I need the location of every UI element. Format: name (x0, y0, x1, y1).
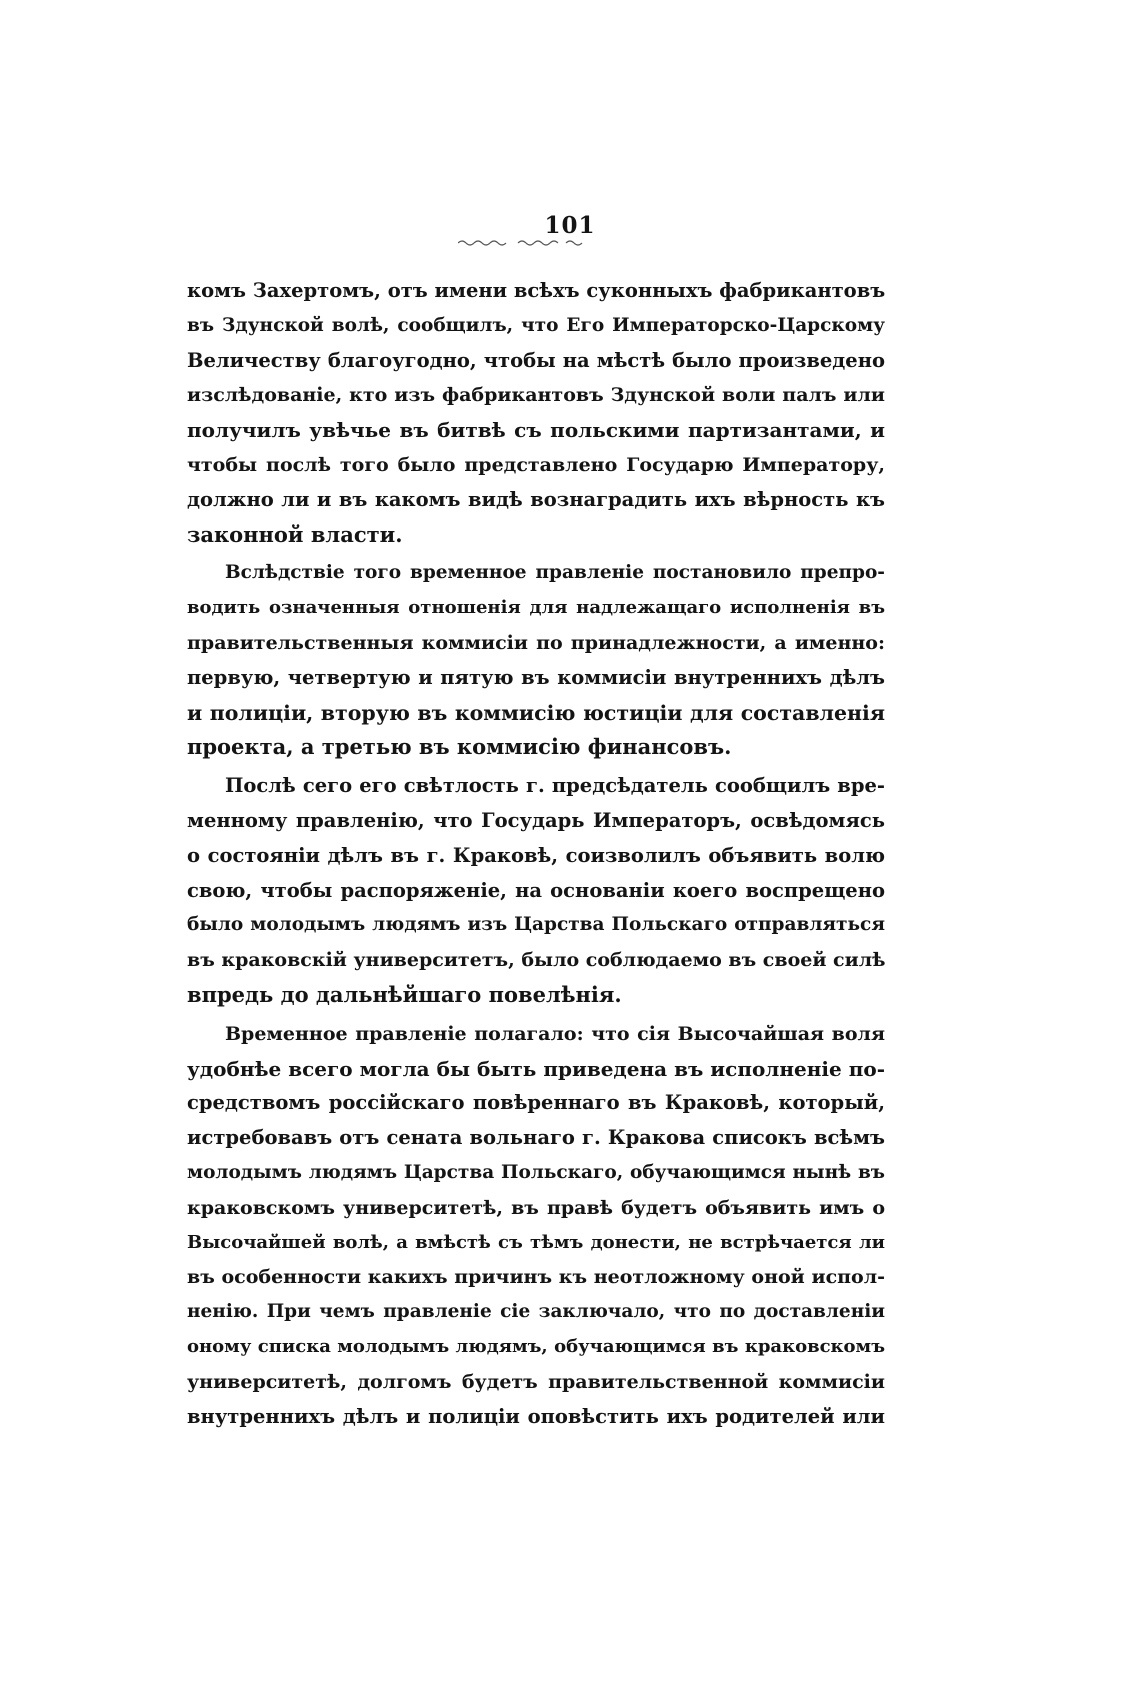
paragraph-4 (187, 1017, 885, 1435)
text-line: должно ли и въ какомъ видѣ вознаградить ихъ вѣрность къ (187, 487, 885, 511)
text-line: Величеству благоугодно, чтобы на мѣстѣ было произведено (187, 348, 885, 372)
text-line: Высочайшей волѣ, а вмѣстѣ съ тѣмъ донести, не встрѣчается ли (187, 1231, 885, 1253)
text-line: комъ Захертомъ, отъ имени всѣхъ суконныхъ фабрикантовъ (187, 279, 885, 302)
text-line: изслѣдованіе, кто изъ фабрикантовъ Здунской воли палъ или (187, 384, 885, 407)
text-line: законной власти. (187, 521, 403, 547)
text-line: краковскомъ университетѣ, въ правѣ будетъ объявить имъ о (187, 1196, 885, 1219)
text-line: въ особенности какихъ причинъ къ неотложному оной испол- (187, 1266, 885, 1289)
text-line: университетѣ, долгомъ будетъ правительственной коммисіи (187, 1370, 885, 1393)
text-line: въ Здунской волѣ, сообщилъ, что Его Императорско-Царскому (187, 314, 885, 336)
body-text (187, 274, 885, 1434)
text-line: ненію. При чемъ правленіе сіе заключало, что по доставленіи (187, 1301, 885, 1323)
text-line: истребовавъ отъ сената вольнаго г. Кракова списокъ всѣмъ (187, 1126, 885, 1150)
text-line: Вслѣдствіе того временное правленіе постановило препро- (225, 562, 885, 584)
text-line: средствомъ россійскаго повѣреннаго въ Краковѣ, который, (187, 1091, 885, 1115)
paragraph-1 (187, 274, 885, 552)
text-line: удобнѣе всего могла бы быть приведена въ исполненіе по- (187, 1056, 885, 1081)
text-line: внутреннихъ дѣлъ и полиціи оповѣстить ихъ родителей или (187, 1404, 885, 1428)
paragraph-2 (187, 556, 885, 765)
text-line: о состояніи дѣлъ въ г. Краковѣ, соизволилъ объявить волю (187, 843, 885, 867)
text-line: чтобы послѣ того было представлено Государю Императору, (187, 453, 885, 476)
text-line: и полиціи, вторую въ коммисію юстиціи для составленія (187, 700, 885, 725)
text-line: первую, четвертую и пятую въ коммисіи внутреннихъ дѣлъ (187, 665, 885, 689)
text-line: правительственныя коммисіи по принадлежности, а именно: (187, 631, 885, 654)
text-line: получилъ увѣчье въ битвѣ съ польскими партизантами, и (187, 418, 885, 443)
text-line: Временное правленіе полагало: что сія Высочайшая воля (225, 1022, 885, 1045)
text-line: Послѣ сего его свѣтлость г. предсѣдатель сообщилъ вре- (225, 774, 885, 798)
text-line: молодымъ людямъ Царства Польскаго, обучающимся нынѣ въ (187, 1161, 885, 1183)
text-line: оному списка молодымъ людямъ, обучающимся въ краковскомъ (187, 1335, 885, 1357)
paragraph-3 (187, 769, 885, 1013)
text-line: водить означенныя отношенія для надлежащаго исполненія въ (187, 597, 885, 619)
text-line: проекта, а третью въ коммисію финансовъ. (187, 734, 732, 760)
text-line: впредь до дальнѣйшаго повелѣнія. (187, 981, 622, 1007)
text-line: въ краковскій университетъ, было соблюдаемо въ своей силѣ (187, 949, 885, 972)
decorative-rule-icon (458, 238, 588, 248)
text-line: менному правленію, что Государь Императоръ, освѣдомясь (187, 808, 885, 832)
text-line: было молодымъ людямъ изъ Царства Польскаго отправляться (187, 914, 885, 936)
text-line: свою, чтобы распоряженіе, на основаніи коего воспрещено (187, 878, 885, 902)
page-number: 101 (544, 212, 596, 239)
